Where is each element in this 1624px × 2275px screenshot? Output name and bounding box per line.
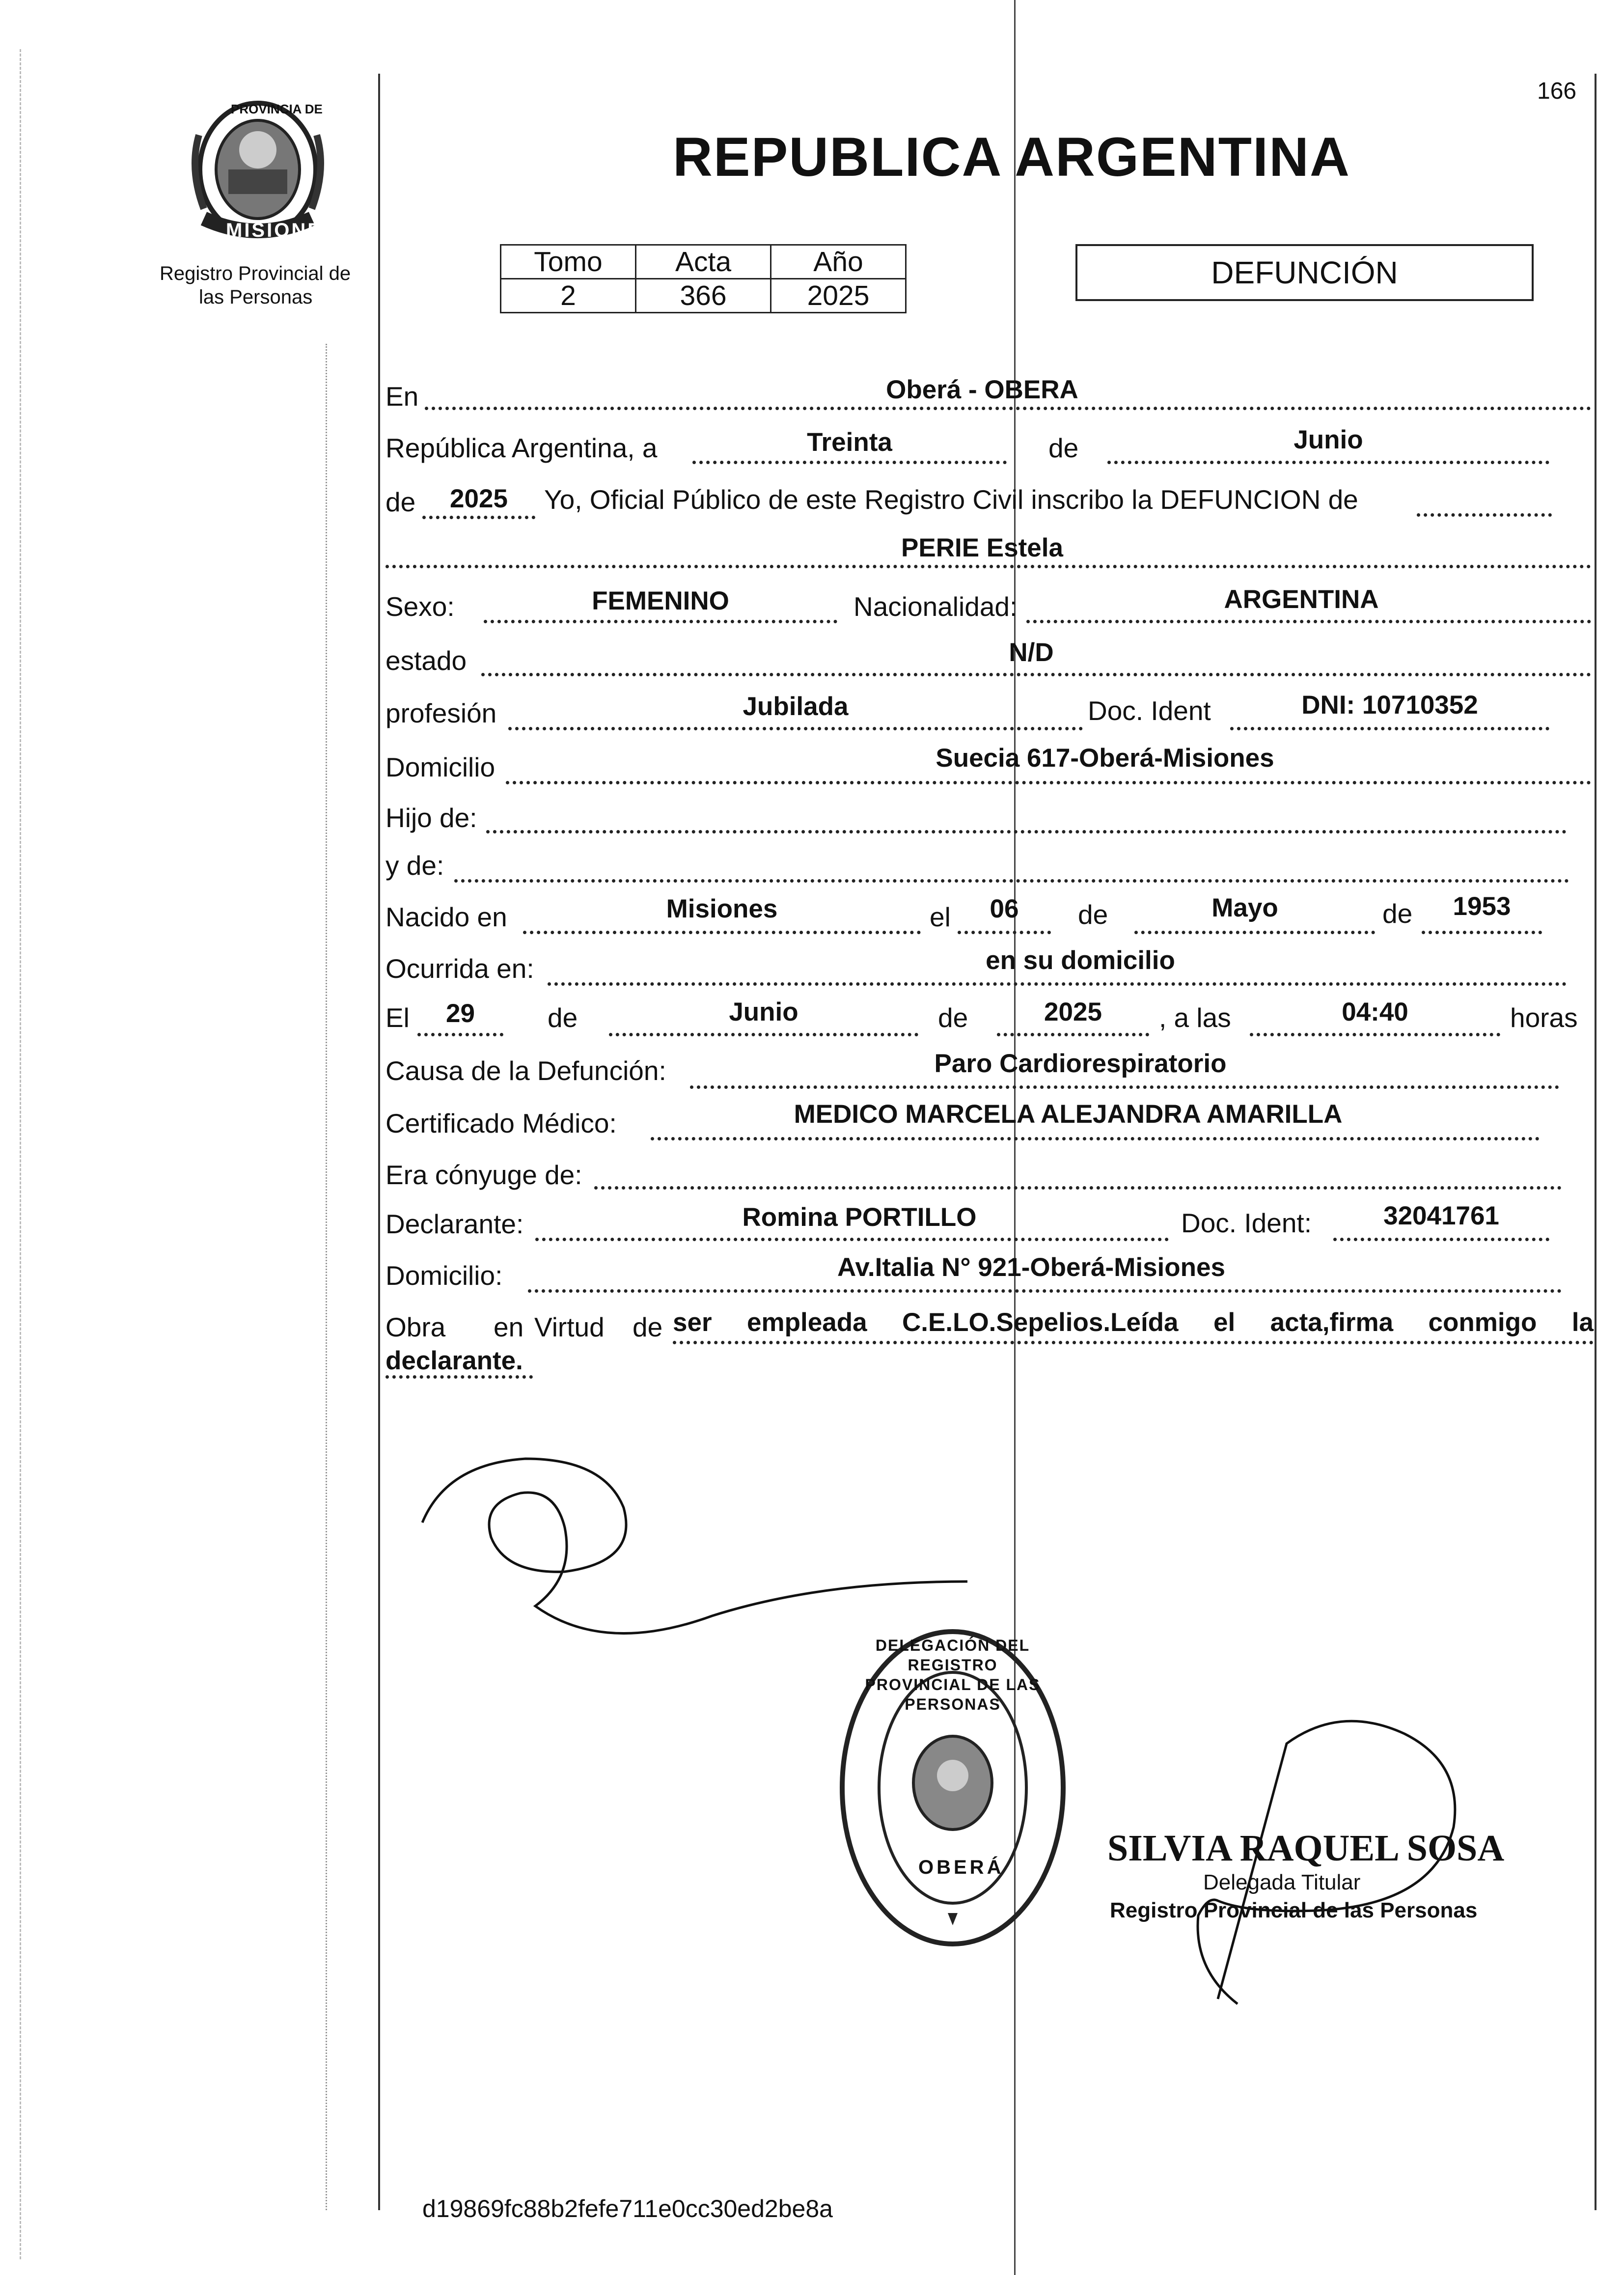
official-title: Delegada Titular (1203, 1870, 1361, 1894)
inner-margin-line (326, 344, 327, 2210)
label-sexo: Sexo: (385, 591, 455, 622)
logo-text-top: PROVINCIA DE (231, 102, 323, 116)
document-hash: d19869fc88b2fefe711e0cc30ed2be8a (422, 2195, 833, 2222)
value-nacido-en: Misiones (666, 894, 778, 923)
value-domicilio: Suecia 617-Oberá-Misiones (936, 744, 1274, 773)
label-obra: Obra (385, 1312, 446, 1342)
value-fallec-mes: Junio (729, 998, 798, 1027)
value-sexo: FEMENINO (592, 586, 729, 615)
dots-ocurrida-en (548, 982, 1567, 986)
label-a-las: , a las (1159, 1002, 1231, 1033)
dots-declarante (535, 1238, 1169, 1241)
country-title: REPUBLICA ARGENTINA (673, 126, 1350, 188)
dots-domicilio (506, 781, 1591, 784)
value-profesion: Jubilada (743, 692, 849, 721)
dots-fallec-mes (609, 1033, 918, 1036)
table-header-acta: Acta (636, 245, 771, 279)
value-estado: N/D (1009, 638, 1054, 667)
label-conyuge: Era cónyuge de: (385, 1160, 582, 1190)
table-header-anio: Año (771, 245, 906, 279)
dots-nac-mes (1134, 931, 1375, 934)
value-nacionalidad: ARGENTINA (1224, 585, 1379, 614)
label-nacionalidad: Nacionalidad: (853, 591, 1018, 622)
official-office: Registro Provincial de las Personas (1110, 1898, 1478, 1922)
dots-dia (692, 461, 1007, 464)
province-logo (184, 96, 338, 243)
table-value-tomo: 2 (501, 279, 636, 313)
label-horas: horas (1510, 1002, 1578, 1033)
label-declarante: Declarante: (385, 1209, 524, 1239)
label-el: el (930, 902, 951, 932)
dots-fallec-anio (997, 1033, 1149, 1036)
dots-obra-2 (385, 1375, 533, 1379)
form-right-border (1595, 74, 1596, 2210)
dots-profesion (508, 727, 1083, 730)
dots-nac-dia (958, 931, 1051, 934)
value-mes: Junio (1294, 425, 1363, 454)
label-estado: estado (385, 645, 467, 676)
label-y-de: y de: (385, 850, 444, 881)
label-nacido-en: Nacido en (385, 902, 507, 932)
label-certificado: Certificado Médico: (385, 1108, 617, 1138)
dots-obra-1 (673, 1341, 1594, 1344)
value-anio: 2025 (450, 484, 508, 513)
label-obra-de: de (633, 1312, 663, 1342)
value-dia-letras: Treinta (807, 428, 892, 457)
label-doc-ident-2: Doc. Ident: (1181, 1208, 1312, 1238)
dots-documento (1230, 727, 1549, 730)
dots-conyuge (594, 1186, 1562, 1190)
value-certificado: MEDICO MARCELA ALEJANDRA AMARILLA (794, 1100, 1343, 1129)
value-fallec-dia: 29 (446, 999, 475, 1028)
dots-lugar (425, 407, 1591, 410)
value-declarante: Romina PORTILLO (742, 1203, 977, 1232)
dots-nacionalidad (1026, 620, 1591, 623)
record-table (500, 244, 907, 313)
label-domicilio-2: Domicilio: (385, 1260, 503, 1291)
dots-nombre (385, 565, 1591, 568)
stamp-ring-text: DELEGACIÓN DEL REGISTRO PROVINCIAL DE LAS PERSONAS (865, 1637, 1041, 1713)
official-name: SILVIA RAQUEL SOSA (1107, 1828, 1505, 1869)
dots-estado (481, 673, 1591, 676)
label-causa: Causa de la Defunción: (385, 1055, 666, 1086)
value-obra-2: declarante. (385, 1346, 523, 1375)
label-obra-virtud: Virtud (534, 1312, 605, 1342)
dots-fallec-dia (417, 1033, 503, 1036)
dots-inscribo (1417, 513, 1552, 517)
label-de-5: de (548, 1002, 578, 1033)
dots-causa (690, 1085, 1559, 1089)
value-declarante-doc: 32041761 (1383, 1201, 1499, 1230)
label-el-cap: El (385, 1002, 410, 1033)
value-lugar: Oberá - OBERA (886, 375, 1078, 404)
dots-declarante-domicilio (528, 1289, 1562, 1293)
dots-hijo-de (486, 830, 1567, 833)
value-causa: Paro Cardiorespiratorio (934, 1049, 1227, 1078)
left-margin-line (20, 49, 21, 2259)
dots-anio (422, 516, 535, 519)
value-declarante-domicilio: Av.Italia N° 921-Oberá-Misiones (837, 1253, 1225, 1282)
table-header-tomo: Tomo (501, 245, 636, 279)
logo-text-bottom: MISIONES (226, 220, 338, 241)
dots-nacido-en (523, 931, 921, 934)
value-documento: DNI: 10710352 (1301, 691, 1478, 720)
dots-y-de (454, 879, 1569, 883)
label-ocurrida-en: Ocurrida en: (385, 953, 534, 984)
dots-certificado (651, 1137, 1540, 1140)
form-left-border (378, 74, 380, 2210)
label-en: En (385, 381, 419, 412)
label-de-6: de (938, 1002, 968, 1033)
table-value-anio: 2025 (771, 279, 906, 313)
label-de-3: de (1078, 899, 1108, 930)
label-profesion: profesión (385, 698, 497, 728)
label-inscribo: Yo, Oficial Público de este Registro Civil inscribo la DEFUNCION de (544, 484, 1358, 515)
dots-hora (1250, 1033, 1500, 1036)
value-nombre: PERIE Estela (901, 533, 1063, 562)
label-de-4: de (1382, 898, 1413, 929)
page-number: 166 (1537, 78, 1577, 104)
value-fallec-anio: 2025 (1044, 998, 1102, 1027)
record-type-box: DEFUNCIÓN (1075, 244, 1534, 301)
registry-label-2: las Personas (199, 286, 313, 308)
registry-label-1: Registro Provincial de (160, 263, 351, 284)
label-hijo-de: Hijo de: (385, 803, 477, 833)
table-value-acta: 366 (636, 279, 771, 313)
dots-sexo (484, 620, 837, 623)
label-de-2: de (385, 487, 416, 517)
label-domicilio: Domicilio (385, 752, 495, 782)
dots-nac-anio (1422, 931, 1542, 934)
label-de-1: de (1048, 433, 1079, 463)
official-stamp (837, 1626, 1068, 1950)
stamp-city: OBERÁ (918, 1857, 1004, 1878)
label-doc-ident: Doc. Ident (1088, 695, 1211, 726)
value-ocurrida-en: en su domicilio (986, 946, 1175, 975)
value-nac-anio: 1953 (1453, 892, 1511, 921)
value-nac-mes: Mayo (1211, 893, 1278, 922)
value-nac-dia: 06 (990, 894, 1019, 923)
dots-mes (1107, 461, 1549, 464)
value-hora: 04:40 (1342, 998, 1408, 1027)
label-republica: República Argentina, a (385, 433, 658, 463)
label-obra-en: en (494, 1312, 524, 1342)
value-obra-1: ser empleada C.E.LO.Sepelios.Leída el acta,firma conmigo la (673, 1308, 1594, 1337)
dots-declarante-doc (1333, 1238, 1549, 1241)
